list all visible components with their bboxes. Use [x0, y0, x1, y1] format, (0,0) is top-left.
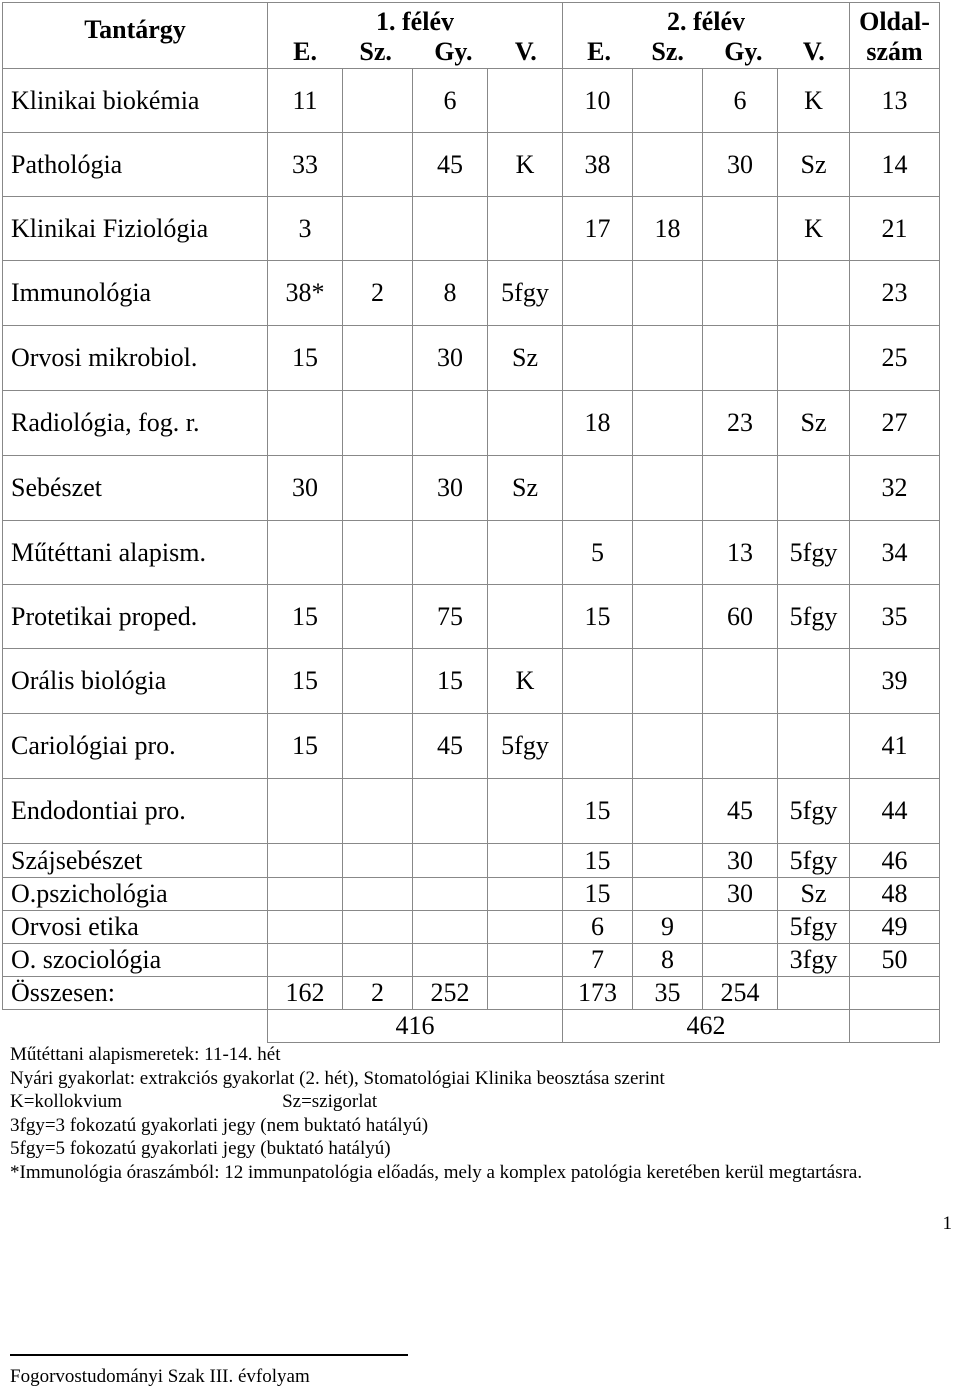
value-cell — [633, 69, 703, 133]
value-cell — [778, 261, 850, 326]
value-cell: K — [488, 133, 563, 197]
value-cell: 30 — [413, 456, 488, 521]
semester-2-title: 2. félév — [667, 7, 745, 36]
value-cell: K — [778, 69, 850, 133]
value-cell — [703, 911, 778, 944]
value-cell — [413, 878, 488, 911]
subcol-v: V. — [802, 37, 825, 66]
total-cell: 2 — [343, 977, 413, 1010]
value-cell: 3fgy — [778, 944, 850, 977]
page-cell: 23 — [850, 261, 940, 326]
value-cell: 30 — [268, 456, 343, 521]
subject-cell: O. szociológia — [3, 944, 268, 977]
value-cell: 30 — [703, 844, 778, 878]
value-cell — [343, 133, 413, 197]
value-cell: 9 — [633, 911, 703, 944]
notes — [10, 1043, 910, 1184]
value-cell: 15 — [563, 878, 633, 911]
value-cell: 33 — [268, 133, 343, 197]
page-cell: 39 — [850, 649, 940, 714]
table-row — [3, 133, 940, 197]
value-cell — [343, 844, 413, 878]
value-cell: 38* — [268, 261, 343, 326]
value-cell — [268, 779, 343, 844]
value-cell: 45 — [413, 133, 488, 197]
value-cell — [563, 714, 633, 779]
value-cell — [703, 326, 778, 391]
value-cell — [413, 779, 488, 844]
subject-cell: Orális biológia — [3, 649, 268, 714]
value-cell — [488, 585, 563, 649]
footer-divider — [10, 1354, 408, 1356]
subject-cell: Orvosi etika — [3, 911, 268, 944]
value-cell: 5fgy — [778, 585, 850, 649]
page-cell: 41 — [850, 714, 940, 779]
total-cell: 254 — [703, 977, 778, 1010]
value-cell — [413, 911, 488, 944]
totals-row — [3, 977, 940, 1010]
subject-cell: Cariológiai pro. — [3, 714, 268, 779]
value-cell — [633, 326, 703, 391]
value-cell: 6 — [413, 69, 488, 133]
page-cell: 27 — [850, 391, 940, 456]
value-cell: 15 — [563, 779, 633, 844]
subject-cell: Immunológia — [3, 261, 268, 326]
subject-cell: O.pszichológia — [3, 878, 268, 911]
value-cell — [343, 456, 413, 521]
note-5fgy: 5fgy=5 fokozatú gyakorlati jegy (buktató hatályú) — [10, 1138, 391, 1159]
value-cell: 3 — [268, 197, 343, 261]
header-semester-1 — [268, 3, 563, 69]
value-cell — [413, 844, 488, 878]
table-row — [3, 197, 940, 261]
header-page-number: Oldal- szám — [850, 3, 940, 69]
value-cell: 8 — [413, 261, 488, 326]
table-row — [3, 391, 940, 456]
table-row — [3, 456, 940, 521]
value-cell: 5fgy — [488, 714, 563, 779]
subject-cell: Orvosi mikrobiol. — [3, 326, 268, 391]
value-cell — [633, 456, 703, 521]
value-cell: 17 — [563, 197, 633, 261]
value-cell: K — [488, 649, 563, 714]
value-cell — [488, 69, 563, 133]
value-cell: 5fgy — [778, 844, 850, 878]
value-cell — [633, 878, 703, 911]
value-cell: 23 — [703, 391, 778, 456]
total-cell: 162 — [268, 977, 343, 1010]
value-cell: 30 — [703, 133, 778, 197]
value-cell — [633, 714, 703, 779]
value-cell — [778, 714, 850, 779]
value-cell — [268, 944, 343, 977]
empty-cell — [850, 1010, 940, 1043]
value-cell — [703, 197, 778, 261]
value-cell: 11 — [268, 69, 343, 133]
value-cell — [633, 133, 703, 197]
value-cell: 15 — [563, 585, 633, 649]
table-row — [3, 844, 940, 878]
value-cell — [703, 714, 778, 779]
value-cell — [488, 944, 563, 977]
value-cell: Sz — [488, 326, 563, 391]
table-row — [3, 585, 940, 649]
table-row — [3, 714, 940, 779]
subcol-e: E. — [587, 37, 612, 66]
value-cell — [563, 261, 633, 326]
page-cell: 44 — [850, 779, 940, 844]
page-cell: 14 — [850, 133, 940, 197]
header-semester-2 — [563, 3, 850, 69]
page-cell: 49 — [850, 911, 940, 944]
value-cell: 13 — [703, 521, 778, 585]
subject-cell: Pathológia — [3, 133, 268, 197]
table-row — [3, 779, 940, 844]
subject-cell: Műtéttani alapism. — [3, 521, 268, 585]
value-cell: 15 — [268, 585, 343, 649]
value-cell: 18 — [563, 391, 633, 456]
value-cell — [343, 585, 413, 649]
subject-cell: Klinikai Fiziológia — [3, 197, 268, 261]
value-cell: 38 — [563, 133, 633, 197]
value-cell: 18 — [633, 197, 703, 261]
value-cell — [343, 326, 413, 391]
value-cell — [633, 261, 703, 326]
total-cell — [778, 977, 850, 1010]
value-cell — [343, 878, 413, 911]
subject-cell: Protetikai proped. — [3, 585, 268, 649]
page-cell: 46 — [850, 844, 940, 878]
table-row — [3, 911, 940, 944]
value-cell — [488, 844, 563, 878]
totals-label: Összesen: — [3, 977, 268, 1010]
note-3fgy: 3fgy=3 fokozatú gyakorlati jegy (nem buktató hatályú) — [10, 1114, 429, 1136]
empty-cell — [3, 1010, 268, 1043]
table-row — [3, 261, 940, 326]
value-cell: 45 — [703, 779, 778, 844]
page-cell: 25 — [850, 326, 940, 391]
subject-cell: Radiológia, fog. r. — [3, 391, 268, 456]
value-cell — [563, 326, 633, 391]
value-cell — [343, 911, 413, 944]
value-cell: 15 — [268, 649, 343, 714]
header-row — [3, 3, 940, 69]
page-cell: 48 — [850, 878, 940, 911]
abbr-k: K=kollokvium — [10, 1091, 123, 1112]
value-cell — [488, 521, 563, 585]
value-cell — [343, 779, 413, 844]
value-cell — [778, 326, 850, 391]
value-cell — [343, 391, 413, 456]
value-cell — [268, 844, 343, 878]
value-cell — [268, 878, 343, 911]
subcol-e: E. — [293, 37, 318, 66]
value-cell: 5fgy — [778, 779, 850, 844]
value-cell — [413, 944, 488, 977]
value-cell: Sz — [778, 878, 850, 911]
value-cell: 10 — [563, 69, 633, 133]
value-cell: 15 — [413, 649, 488, 714]
subcol-gy: Gy. — [434, 37, 473, 66]
page-cell: 34 — [850, 521, 940, 585]
value-cell — [343, 197, 413, 261]
total-cell: 252 — [413, 977, 488, 1010]
value-cell — [488, 911, 563, 944]
subject-cell: Szájsebészet — [3, 844, 268, 878]
value-cell — [703, 456, 778, 521]
value-cell: 5fgy — [488, 261, 563, 326]
page-cell: 13 — [850, 69, 940, 133]
page-number: 1 — [942, 1213, 952, 1234]
subject-cell: Endodontiai pro. — [3, 779, 268, 844]
semester-1-title: 1. félév — [376, 7, 454, 36]
table-row — [3, 649, 940, 714]
abbr-sz: Sz=szigorlat — [282, 1091, 378, 1112]
total-cell: 35 — [633, 977, 703, 1010]
total-cell — [488, 977, 563, 1010]
value-cell — [268, 521, 343, 585]
page-cell: 50 — [850, 944, 940, 977]
curriculum-table — [2, 2, 940, 1043]
value-cell — [633, 391, 703, 456]
value-cell — [633, 779, 703, 844]
value-cell: 5fgy — [778, 911, 850, 944]
value-cell — [488, 391, 563, 456]
value-cell — [703, 261, 778, 326]
value-cell — [343, 521, 413, 585]
value-cell — [488, 779, 563, 844]
table-row — [3, 944, 940, 977]
value-cell — [413, 391, 488, 456]
value-cell — [268, 911, 343, 944]
value-cell: 15 — [563, 844, 633, 878]
note-immunology: *Immunológia óraszámból: 12 immunpatológia előadás, mely a komplex patológia keretében kerül megtartásra. — [10, 1161, 863, 1183]
value-cell — [633, 585, 703, 649]
value-cell: 15 — [268, 714, 343, 779]
value-cell — [413, 521, 488, 585]
semester-2-sum: 462 — [563, 1010, 850, 1043]
subject-cell: Klinikai biokémia — [3, 69, 268, 133]
subcol-v: V. — [514, 37, 537, 66]
value-cell: 5fgy — [778, 521, 850, 585]
value-cell: Sz — [778, 391, 850, 456]
subject-cell: Sebészet — [3, 456, 268, 521]
value-cell: 6 — [703, 69, 778, 133]
header-subject: Tantárgy — [3, 3, 268, 69]
value-cell: 75 — [413, 585, 488, 649]
footer-text: Fogorvostudományi Szak III. évfolyam — [10, 1366, 310, 1387]
subcol-gy: Gy. — [724, 37, 763, 66]
value-cell — [703, 944, 778, 977]
value-cell: Sz — [488, 456, 563, 521]
total-cell: 173 — [563, 977, 633, 1010]
value-cell — [633, 521, 703, 585]
page-cell: 35 — [850, 585, 940, 649]
table-row — [3, 878, 940, 911]
value-cell — [778, 649, 850, 714]
value-cell — [343, 714, 413, 779]
note-abbreviations — [10, 1090, 910, 1114]
value-cell: K — [778, 197, 850, 261]
value-cell — [268, 391, 343, 456]
value-cell: 30 — [703, 878, 778, 911]
empty-cell — [850, 977, 940, 1010]
page-cell: 32 — [850, 456, 940, 521]
table-row — [3, 69, 940, 133]
value-cell — [413, 197, 488, 261]
subcol-sz: Sz. — [359, 37, 392, 66]
value-cell — [343, 69, 413, 133]
value-cell: 7 — [563, 944, 633, 977]
value-cell — [778, 456, 850, 521]
value-cell — [488, 878, 563, 911]
value-cell — [343, 649, 413, 714]
value-cell: 6 — [563, 911, 633, 944]
value-cell: 45 — [413, 714, 488, 779]
semester-1-sum: 416 — [268, 1010, 563, 1043]
value-cell — [563, 456, 633, 521]
value-cell: 5 — [563, 521, 633, 585]
value-cell — [563, 649, 633, 714]
value-cell: 2 — [343, 261, 413, 326]
table-row — [3, 326, 940, 391]
value-cell — [703, 649, 778, 714]
sum-row — [3, 1010, 940, 1043]
value-cell — [343, 944, 413, 977]
page-cell: 21 — [850, 197, 940, 261]
value-cell — [633, 844, 703, 878]
value-cell: Sz — [778, 133, 850, 197]
value-cell — [488, 197, 563, 261]
table-row — [3, 521, 940, 585]
subcol-sz: Sz. — [651, 37, 684, 66]
value-cell: 60 — [703, 585, 778, 649]
value-cell: 8 — [633, 944, 703, 977]
value-cell — [633, 649, 703, 714]
value-cell: 30 — [413, 326, 488, 391]
value-cell: 15 — [268, 326, 343, 391]
note-summer-practice: Nyári gyakorlat: extrakciós gyakorlat (2. hét), Stomatológiai Klinika beosztása szerint — [10, 1067, 665, 1089]
note-surgery-weeks: Műtéttani alapismeretek: 11-14. hét — [10, 1044, 281, 1065]
